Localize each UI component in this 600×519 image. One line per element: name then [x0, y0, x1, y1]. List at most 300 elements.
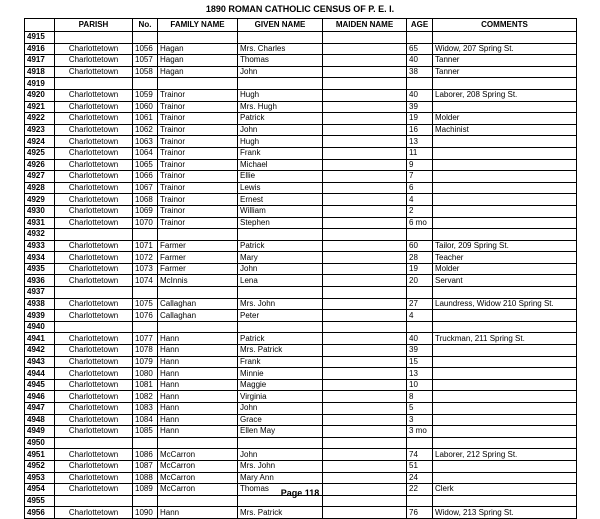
age-cell: 65 [407, 43, 433, 55]
table-row [25, 159, 577, 171]
family-name-cell: Hagan [158, 43, 238, 55]
table-row [25, 263, 577, 275]
age-cell: 6 [407, 182, 433, 194]
family-name-cell: McCarron [158, 460, 238, 472]
household-number-cell: 1063 [133, 136, 158, 148]
table-row [25, 182, 577, 194]
family-name-cell: Trainor [158, 205, 238, 217]
comments-cell [433, 356, 577, 368]
parish-cell: Charlottetown [55, 507, 133, 519]
line-number-cell: 4941 [25, 333, 55, 345]
age-cell: 22 [407, 484, 433, 496]
maiden-name-cell [323, 182, 407, 194]
header-age: AGE [407, 19, 433, 32]
parish-cell: Charlottetown [55, 136, 133, 148]
family-name-cell: Hann [158, 414, 238, 426]
household-number-cell: 1078 [133, 345, 158, 357]
given-name-cell: Hugh [238, 136, 323, 148]
maiden-name-cell [323, 460, 407, 472]
maiden-name-cell [323, 379, 407, 391]
family-name-cell: Farmer [158, 252, 238, 264]
given-name-cell: Mrs. Patrick [238, 507, 323, 519]
line-number-cell: 4921 [25, 101, 55, 113]
age-cell: 74 [407, 449, 433, 461]
comments-cell [433, 101, 577, 113]
page-number: Page 118 [280, 488, 320, 498]
given-name-cell: John [238, 263, 323, 275]
parish-cell: Charlottetown [55, 426, 133, 438]
given-name-cell: William [238, 205, 323, 217]
family-name-cell: Hann [158, 391, 238, 403]
household-number-cell: 1082 [133, 391, 158, 403]
maiden-name-cell [323, 333, 407, 345]
age-cell: 28 [407, 252, 433, 264]
line-number-cell: 4922 [25, 113, 55, 125]
maiden-name-cell [323, 217, 407, 229]
household-number-cell: 1056 [133, 43, 158, 55]
parish-cell: Charlottetown [55, 55, 133, 67]
comments-cell [433, 194, 577, 206]
parish-cell: Charlottetown [55, 275, 133, 287]
parish-cell: Charlottetown [55, 460, 133, 472]
comments-cell [433, 32, 577, 44]
maiden-name-cell [323, 287, 407, 299]
household-number-cell: 1072 [133, 252, 158, 264]
table-row [25, 252, 577, 264]
maiden-name-cell [323, 426, 407, 438]
parish-cell: Charlottetown [55, 333, 133, 345]
age-cell: 40 [407, 55, 433, 67]
line-number-cell: 4942 [25, 345, 55, 357]
maiden-name-cell [323, 147, 407, 159]
maiden-name-cell [323, 43, 407, 55]
table-row [25, 194, 577, 206]
family-name-cell: McCarron [158, 449, 238, 461]
family-name-cell: Hann [158, 345, 238, 357]
family-name-cell [158, 78, 238, 90]
family-name-cell: Hann [158, 403, 238, 415]
header-parish: PARISH [55, 19, 133, 32]
age-cell: 39 [407, 345, 433, 357]
maiden-name-cell [323, 124, 407, 136]
given-name-cell: Stephen [238, 217, 323, 229]
table-row [25, 113, 577, 125]
given-name-cell [238, 437, 323, 449]
given-name-cell: Grace [238, 414, 323, 426]
family-name-cell [158, 32, 238, 44]
maiden-name-cell [323, 66, 407, 78]
line-number-cell: 4951 [25, 449, 55, 461]
family-name-cell [158, 321, 238, 333]
parish-cell: Charlottetown [55, 310, 133, 322]
parish-cell [55, 437, 133, 449]
parish-cell: Charlottetown [55, 356, 133, 368]
table-row [25, 287, 577, 299]
parish-cell [55, 229, 133, 241]
family-name-cell: Trainor [158, 113, 238, 125]
household-number-cell: 1087 [133, 460, 158, 472]
age-cell: 10 [407, 379, 433, 391]
age-cell [407, 321, 433, 333]
family-name-cell: Trainor [158, 89, 238, 101]
age-cell: 3 mo [407, 426, 433, 438]
comments-cell: Molder [433, 113, 577, 125]
maiden-name-cell [323, 275, 407, 287]
table-row [25, 32, 577, 44]
comments-cell: Tailor, 209 Spring St. [433, 240, 577, 252]
given-name-cell: Mrs. Hugh [238, 101, 323, 113]
given-name-cell: John [238, 449, 323, 461]
household-number-cell [133, 287, 158, 299]
census-table-body [25, 32, 577, 519]
family-name-cell: Trainor [158, 147, 238, 159]
line-number-cell: 4952 [25, 460, 55, 472]
household-number-cell: 1068 [133, 194, 158, 206]
given-name-cell [238, 229, 323, 241]
header-maiden-name: MAIDEN NAME [323, 19, 407, 32]
table-row [25, 147, 577, 159]
parish-cell: Charlottetown [55, 113, 133, 125]
comments-cell [433, 437, 577, 449]
family-name-cell: Callaghan [158, 310, 238, 322]
comments-cell [433, 147, 577, 159]
maiden-name-cell [323, 171, 407, 183]
parish-cell: Charlottetown [55, 263, 133, 275]
comments-cell: Servant [433, 275, 577, 287]
table-row [25, 379, 577, 391]
household-number-cell: 1067 [133, 182, 158, 194]
family-name-cell: Trainor [158, 101, 238, 113]
age-cell: 4 [407, 310, 433, 322]
table-row [25, 356, 577, 368]
family-name-cell: Trainor [158, 124, 238, 136]
maiden-name-cell [323, 194, 407, 206]
comments-cell [433, 159, 577, 171]
line-number-cell: 4926 [25, 159, 55, 171]
age-cell: 3 [407, 414, 433, 426]
parish-cell: Charlottetown [55, 171, 133, 183]
comments-cell: Laborer, 212 Spring St. [433, 449, 577, 461]
age-cell: 39 [407, 101, 433, 113]
comments-cell: Widow, 213 Spring St. [433, 507, 577, 519]
household-number-cell: 1083 [133, 403, 158, 415]
household-number-cell: 1077 [133, 333, 158, 345]
maiden-name-cell [323, 78, 407, 90]
comments-cell [433, 182, 577, 194]
table-row [25, 472, 577, 484]
table-row [25, 391, 577, 403]
line-number-cell: 4947 [25, 403, 55, 415]
parish-cell: Charlottetown [55, 240, 133, 252]
line-number-cell: 4939 [25, 310, 55, 322]
household-number-cell: 1075 [133, 298, 158, 310]
age-cell [407, 287, 433, 299]
family-name-cell [158, 437, 238, 449]
line-number-cell: 4934 [25, 252, 55, 264]
parish-cell: Charlottetown [55, 484, 133, 496]
age-cell: 40 [407, 333, 433, 345]
maiden-name-cell [323, 403, 407, 415]
table-row [25, 240, 577, 252]
line-number-cell: 4940 [25, 321, 55, 333]
age-cell [407, 437, 433, 449]
table-row [25, 66, 577, 78]
household-number-cell: 1065 [133, 159, 158, 171]
household-number-cell: 1064 [133, 147, 158, 159]
household-number-cell [133, 32, 158, 44]
parish-cell [55, 78, 133, 90]
age-cell: 13 [407, 368, 433, 380]
comments-cell: Laborer, 208 Spring St. [433, 89, 577, 101]
maiden-name-cell [323, 159, 407, 171]
parish-cell [55, 321, 133, 333]
given-name-cell: Patrick [238, 240, 323, 252]
table-row [25, 205, 577, 217]
parish-cell: Charlottetown [55, 182, 133, 194]
table-row [25, 43, 577, 55]
line-number-cell: 4945 [25, 379, 55, 391]
line-number-cell: 4923 [25, 124, 55, 136]
line-number-cell: 4916 [25, 43, 55, 55]
maiden-name-cell [323, 205, 407, 217]
given-name-cell: Ellie [238, 171, 323, 183]
comments-cell [433, 287, 577, 299]
maiden-name-cell [323, 240, 407, 252]
age-cell [407, 32, 433, 44]
given-name-cell: Frank [238, 356, 323, 368]
age-cell: 15 [407, 356, 433, 368]
household-number-cell: 1086 [133, 449, 158, 461]
census-table [24, 18, 577, 519]
given-name-cell: Patrick [238, 113, 323, 125]
household-number-cell: 1059 [133, 89, 158, 101]
age-cell: 5 [407, 403, 433, 415]
maiden-name-cell [323, 298, 407, 310]
age-cell: 60 [407, 240, 433, 252]
age-cell: 40 [407, 89, 433, 101]
line-number-cell: 4938 [25, 298, 55, 310]
parish-cell: Charlottetown [55, 159, 133, 171]
maiden-name-cell [323, 437, 407, 449]
given-name-cell: Michael [238, 159, 323, 171]
table-row [25, 414, 577, 426]
line-number-cell: 4930 [25, 205, 55, 217]
table-row [25, 275, 577, 287]
header-family-name: FAMILY NAME [158, 19, 238, 32]
line-number-cell: 4948 [25, 414, 55, 426]
given-name-cell: John [238, 124, 323, 136]
given-name-cell: Thomas [238, 55, 323, 67]
comments-cell [433, 321, 577, 333]
age-cell: 19 [407, 263, 433, 275]
parish-cell: Charlottetown [55, 89, 133, 101]
line-number-cell: 4918 [25, 66, 55, 78]
given-name-cell: Mrs. John [238, 460, 323, 472]
comments-cell: Tanner [433, 55, 577, 67]
parish-cell: Charlottetown [55, 66, 133, 78]
age-cell [407, 229, 433, 241]
given-name-cell: Mary [238, 252, 323, 264]
age-cell: 19 [407, 113, 433, 125]
line-number-cell: 4920 [25, 89, 55, 101]
maiden-name-cell [323, 136, 407, 148]
comments-cell [433, 136, 577, 148]
table-row [25, 345, 577, 357]
household-number-cell: 1090 [133, 507, 158, 519]
family-name-cell: McInnis [158, 275, 238, 287]
table-row [25, 229, 577, 241]
family-name-cell: Trainor [158, 217, 238, 229]
line-number-cell: 4927 [25, 171, 55, 183]
household-number-cell: 1070 [133, 217, 158, 229]
household-number-cell: 1069 [133, 205, 158, 217]
header-line-number [25, 19, 55, 32]
given-name-cell: John [238, 66, 323, 78]
maiden-name-cell [323, 391, 407, 403]
parish-cell: Charlottetown [55, 147, 133, 159]
given-name-cell [238, 321, 323, 333]
maiden-name-cell [323, 449, 407, 461]
table-row [25, 426, 577, 438]
comments-cell [433, 171, 577, 183]
table-row [25, 124, 577, 136]
table-row [25, 78, 577, 90]
parish-cell: Charlottetown [55, 194, 133, 206]
household-number-cell: 1060 [133, 101, 158, 113]
table-row [25, 89, 577, 101]
given-name-cell: Patrick [238, 333, 323, 345]
maiden-name-cell [323, 345, 407, 357]
given-name-cell: John [238, 403, 323, 415]
household-number-cell: 1085 [133, 426, 158, 438]
parish-cell: Charlottetown [55, 379, 133, 391]
age-cell: 51 [407, 460, 433, 472]
line-number-cell: 4929 [25, 194, 55, 206]
family-name-cell: Trainor [158, 171, 238, 183]
household-number-cell: 1081 [133, 379, 158, 391]
household-number-cell: 1057 [133, 55, 158, 67]
parish-cell: Charlottetown [55, 124, 133, 136]
line-number-cell: 4955 [25, 495, 55, 507]
given-name-cell: Minnie [238, 368, 323, 380]
line-number-cell: 4931 [25, 217, 55, 229]
family-name-cell: Hagan [158, 66, 238, 78]
parish-cell: Charlottetown [55, 472, 133, 484]
comments-cell [433, 403, 577, 415]
given-name-cell: Mrs. John [238, 298, 323, 310]
household-number-cell: 1088 [133, 472, 158, 484]
comments-cell: Tanner [433, 66, 577, 78]
household-number-cell: 1058 [133, 66, 158, 78]
household-number-cell: 1061 [133, 113, 158, 125]
parish-cell: Charlottetown [55, 217, 133, 229]
household-number-cell [133, 437, 158, 449]
maiden-name-cell [323, 32, 407, 44]
parish-cell: Charlottetown [55, 252, 133, 264]
header-number: No. [133, 19, 158, 32]
comments-cell: Widow, 207 Spring St. [433, 43, 577, 55]
age-cell: 7 [407, 171, 433, 183]
given-name-cell: Ernest [238, 194, 323, 206]
line-number-cell: 4915 [25, 32, 55, 44]
given-name-cell: Mary Ann [238, 472, 323, 484]
table-header-row [25, 19, 577, 32]
age-cell: 24 [407, 472, 433, 484]
line-number-cell: 4956 [25, 507, 55, 519]
parish-cell: Charlottetown [55, 391, 133, 403]
age-cell: 9 [407, 159, 433, 171]
given-name-cell [238, 78, 323, 90]
document-title: 1890 ROMAN CATHOLIC CENSUS OF P. E. I. [205, 4, 395, 14]
table-row [25, 437, 577, 449]
age-cell: 13 [407, 136, 433, 148]
maiden-name-cell [323, 101, 407, 113]
table-row [25, 507, 577, 519]
age-cell: 4 [407, 194, 433, 206]
family-name-cell [158, 287, 238, 299]
given-name-cell: Hugh [238, 89, 323, 101]
family-name-cell: Farmer [158, 240, 238, 252]
family-name-cell: McCarron [158, 484, 238, 496]
family-name-cell [158, 229, 238, 241]
line-number-cell: 4949 [25, 426, 55, 438]
age-cell: 2 [407, 205, 433, 217]
age-cell [407, 78, 433, 90]
household-number-cell [133, 321, 158, 333]
table-row [25, 101, 577, 113]
comments-cell [433, 460, 577, 472]
household-number-cell: 1074 [133, 275, 158, 287]
line-number-cell: 4954 [25, 484, 55, 496]
given-name-cell: Mrs. Patrick [238, 345, 323, 357]
line-number-cell: 4924 [25, 136, 55, 148]
maiden-name-cell [323, 113, 407, 125]
household-number-cell [133, 78, 158, 90]
comments-cell: Laundress, Widow 210 Spring St. [433, 298, 577, 310]
given-name-cell: Lewis [238, 182, 323, 194]
table-row [25, 171, 577, 183]
given-name-cell: Peter [238, 310, 323, 322]
table-row [25, 298, 577, 310]
parish-cell [55, 287, 133, 299]
family-name-cell: Farmer [158, 263, 238, 275]
maiden-name-cell [323, 414, 407, 426]
maiden-name-cell [323, 368, 407, 380]
age-cell: 76 [407, 507, 433, 519]
family-name-cell: McCarron [158, 472, 238, 484]
table-row [25, 403, 577, 415]
parish-cell: Charlottetown [55, 414, 133, 426]
maiden-name-cell [323, 310, 407, 322]
line-number-cell: 4936 [25, 275, 55, 287]
comments-cell [433, 345, 577, 357]
age-cell: 38 [407, 66, 433, 78]
household-number-cell [133, 229, 158, 241]
maiden-name-cell [323, 263, 407, 275]
line-number-cell: 4925 [25, 147, 55, 159]
age-cell: 20 [407, 275, 433, 287]
household-number-cell: 1079 [133, 356, 158, 368]
line-number-cell: 4933 [25, 240, 55, 252]
family-name-cell: Hagan [158, 55, 238, 67]
comments-cell [433, 379, 577, 391]
family-name-cell: Trainor [158, 194, 238, 206]
table-row [25, 449, 577, 461]
parish-cell: Charlottetown [55, 403, 133, 415]
given-name-cell: Lena [238, 275, 323, 287]
comments-cell [433, 368, 577, 380]
household-number-cell: 1062 [133, 124, 158, 136]
